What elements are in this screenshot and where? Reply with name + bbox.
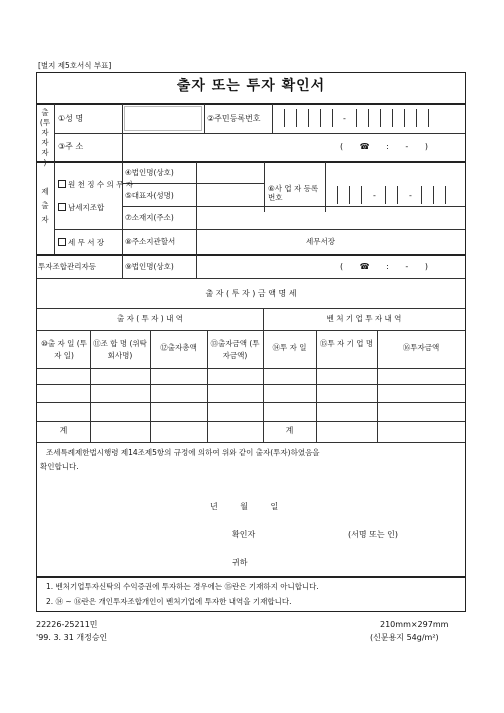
option-union[interactable]: 남세지조합 bbox=[58, 203, 104, 212]
biz-dash-2: - bbox=[409, 191, 412, 200]
col-total-amount: ⑫출자총액 bbox=[160, 343, 197, 352]
representative-label: ⑤대표자(성명) bbox=[125, 191, 174, 200]
option-tax-office[interactable]: 세 무 서 장 bbox=[58, 238, 104, 247]
table-row[interactable] bbox=[37, 402, 465, 403]
paper-type: (신문용지 54g/m²) bbox=[370, 633, 439, 642]
table-row[interactable] bbox=[37, 384, 465, 385]
note-1: 1. 벤처기업투자신탁의 수익증권에 투자하는 경우에는 ⑮란은 기재하지 아니합니다. bbox=[46, 582, 319, 591]
col-venture-date: ⑭투 자 일 bbox=[272, 343, 307, 352]
note-2: 2. ⑭ ~ ⑯란은 개인투자조합개인이 벤처기업에 투자한 내역을 기재합니다. bbox=[46, 597, 292, 606]
statement-date[interactable]: 년 월 일 bbox=[210, 502, 279, 511]
form-title: 출자 또는 투자 확인서 bbox=[176, 78, 326, 94]
union-manager-label: 투자조합관리자등 bbox=[38, 262, 96, 271]
investor-section-label: 출 (투 자자 자 ) bbox=[39, 108, 51, 167]
signature-label[interactable]: (서명 또는 인) bbox=[348, 530, 398, 539]
total-left-label: 계 bbox=[59, 426, 68, 435]
col-invest-amount: ⑬출자금액 (투자금액) bbox=[210, 339, 260, 360]
col-invest-date: ⑩출 자 일 (투 자 일) bbox=[41, 339, 87, 360]
table-row[interactable] bbox=[37, 421, 465, 422]
confirmer-label: 확인자 bbox=[232, 530, 256, 539]
option-withholding-agent[interactable]: 원 천 징 수 의 무 자 bbox=[58, 180, 133, 190]
form-reference: [별지 제5호서식 부표] bbox=[38, 61, 112, 70]
col-union-name: ⑪조 합 명 (위탁회사명) bbox=[93, 339, 147, 360]
paper-size: 210mm×297mm bbox=[380, 620, 449, 629]
addressee: 귀하 bbox=[232, 558, 248, 567]
form-number: 22226-25211민 bbox=[36, 620, 98, 629]
approval-date: '99. 3. 31 개정승인 bbox=[36, 633, 108, 642]
union-phone: ( ☎ : - ) bbox=[340, 262, 428, 271]
col-venture-name: ⑮투 자 기 업 명 bbox=[319, 339, 374, 348]
total-right-label: 계 bbox=[285, 426, 294, 435]
investor-phone: ( ☎ : - ) bbox=[340, 142, 428, 151]
tax-office-suffix: 세무서장 bbox=[306, 237, 335, 246]
tax-office-label: ⑧주소지관할서 bbox=[125, 237, 176, 246]
submitter-section-label: 제 출 자 bbox=[41, 187, 49, 224]
corp-name-label: ④법인명(상호) bbox=[125, 168, 174, 177]
statement-line-1: 조세특례제한법시행령 제14조제5항의 규정에 의하여 위와 같이 출자(투자)하였음을 bbox=[46, 448, 320, 457]
union-corp-label: ⑨법인명(상호) bbox=[125, 262, 174, 271]
address-label: ③주 소 bbox=[58, 142, 84, 151]
rrn-label: ②주민등록번호 bbox=[207, 114, 261, 123]
detail-section-title: 출 자 ( 투 자 ) 금 액 명 세 bbox=[205, 289, 297, 298]
right-subtitle: 벤 처 기 업 투 자 내 역 bbox=[326, 314, 402, 323]
rrn-dash: - bbox=[343, 114, 346, 123]
left-subtitle: 출 자 ( 투 자 ) 내 역 bbox=[116, 314, 183, 323]
col-venture-amount: ⑯투자금액 bbox=[402, 343, 440, 352]
statement-line-2: 확인합니다. bbox=[40, 462, 79, 471]
name-label: ①성 명 bbox=[58, 114, 84, 123]
location-label: ⑦소재지(주소) bbox=[125, 213, 174, 222]
biz-dash-1: - bbox=[373, 191, 376, 200]
name-field[interactable] bbox=[124, 106, 202, 131]
biz-reg-no-label: ⑥사 업 자 등록번호 bbox=[268, 184, 319, 202]
